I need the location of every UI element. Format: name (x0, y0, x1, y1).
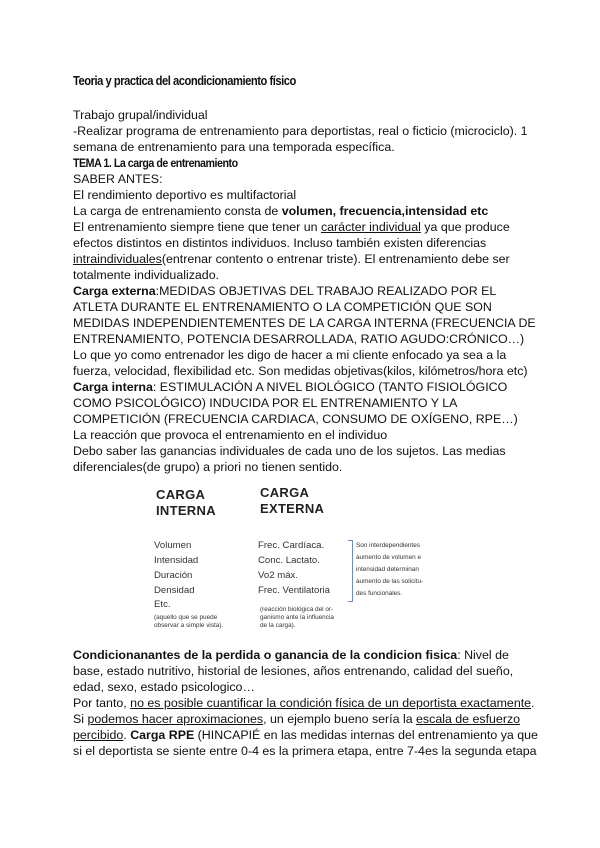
text-span: : ESTIMULACIÓN A NIVEL BIOLÓGICO (TANTO FISIOLÓGICO (152, 380, 508, 394)
figure-item: Etc. (154, 599, 171, 610)
figure-item: Conc. Lactato. (258, 555, 320, 566)
underlined-text: podemos hacer aproximaciones (87, 712, 264, 726)
text-line: semana de entrenamiento para una temporada específica. (73, 140, 395, 154)
text-line (73, 711, 520, 727)
figure-item: Duración (154, 570, 193, 581)
carga-comparison-figure (148, 484, 448, 644)
text-line (73, 251, 510, 267)
side-note-line: aumento de volumen e (356, 554, 422, 561)
underlined-text: no es posible cuantificar la condición física de un deportista exactamente (130, 696, 532, 710)
side-note-line: des funcionales. (356, 590, 403, 597)
text-span: ya que produce (420, 220, 510, 234)
text-line (73, 647, 509, 663)
bold-text: Carga interna (73, 380, 153, 394)
text-line: ATLETA DURANTE EL ENTRENAMIENTO O LA COMPETICIÓN QUE SON (73, 300, 492, 314)
figure-note: de la carga). (260, 622, 296, 629)
text-line: si el deportista se siente entre 0-4 es la primera etapa, entre 7-4es la segunda etapa (73, 744, 537, 758)
text-span: El entrenamiento siempre tiene que tener un (73, 220, 321, 234)
document-title: Teoria y practica del acondicionamiento físico (73, 73, 296, 88)
underlined-text: carácter individual (320, 220, 421, 234)
text-line (73, 203, 488, 219)
figure-item: Intensidad (154, 555, 199, 566)
bold-text: Condicionanantes de la perdida o ganancia de la condicion fisica (73, 648, 458, 662)
text-line: MEDIDAS INDEPENDIENTEMENTES DE LA CARGA INTERNA (FRECUENCIA DE (73, 316, 536, 330)
text-span: (HINCAPIÉ en las medidas internas del entrenamiento ya que (194, 728, 538, 742)
underlined-text: escala de esfuerzo (416, 712, 521, 726)
text-span: Si (73, 712, 88, 726)
underlined-text: percibido (73, 728, 124, 742)
figure-item: Volumen (154, 540, 192, 551)
text-line: COMO PSICOLÓGICO) INDUCIDA POR EL ENTRENAMIENTO Y LA (73, 396, 458, 410)
text-span: (entrenar contento o entrenar triste). El entrenamiento debe ser (161, 252, 510, 266)
side-note-line: intensidad determinan (356, 566, 419, 573)
text-span: Por tanto, (73, 696, 131, 710)
text-line: La reacción que provoca el entrenamiento en el individuo (73, 428, 388, 442)
text-line: Debo saber las ganancias individuales de cada uno de los sujetos. Las medias (73, 444, 506, 458)
figure-heading: CARGA (260, 485, 310, 500)
bold-text: volumen, frecuencia,intensidad etc (281, 204, 489, 218)
text-line: Trabajo grupal/individual (73, 108, 208, 122)
section-heading: TEMA 1. La carga de entrenamiento (73, 156, 238, 170)
figure-item: Vo2 máx. (258, 570, 298, 581)
text-span: La carga de entrenamiento consta de (73, 204, 282, 218)
text-span: . (123, 728, 131, 742)
text-span: : Nivel de (457, 648, 509, 662)
figure-item: Densidad (154, 585, 195, 596)
text-line: totalmente individualizado. (73, 268, 220, 282)
text-line: base, estado nutritivo, historial de lesiones, años entrenando, calidad del sueño, (73, 664, 514, 678)
text-line (73, 379, 507, 395)
figure-item: Frec. Ventilatoria (258, 585, 330, 596)
side-note-line: aumento de las solicitu- (356, 578, 424, 585)
figure-heading: EXTERNA (260, 501, 325, 516)
text-line: efectos distintos en distintos individuos. Incluso también existen diferencias (73, 236, 487, 250)
text-line (73, 727, 538, 743)
text-line (73, 283, 496, 299)
underlined-text: intraindividuales (73, 252, 162, 266)
text-line: fuerza, velocidad, flexibilidad etc. Son medidas objetivas(kilos, kilómetros/hora etc) (73, 364, 528, 378)
bold-text: Carga externa (73, 284, 156, 298)
text-line: edad, sexo, estado psicologico… (73, 680, 255, 694)
text-span: , un ejemplo bueno sería la (263, 712, 417, 726)
text-line (73, 219, 510, 235)
bracket (348, 540, 353, 602)
figure-note: ganismo ante la influencia (260, 614, 334, 621)
figure-item: Frec. Cardíaca. (258, 540, 325, 551)
text-line: El rendimiento deportivo es multifactorial (73, 188, 297, 202)
text-line: diferenciales(de grupo) a priori no tienen sentido. (73, 460, 343, 474)
bold-text: Carga RPE (130, 728, 195, 742)
side-note-line: Son interdependientes (356, 542, 420, 549)
figure-heading: CARGA (156, 487, 206, 502)
figure-note: observar a simple vista). (154, 622, 224, 629)
text-line (73, 695, 535, 711)
text-span: :MEDIDAS OBJETIVAS DEL TRABAJO REALIZADO POR EL (155, 284, 497, 298)
text-line: COMPETICIÓN (FRECUENCIA CARDIACA, CONSUMO DE OXÍGENO, RPE…) (73, 412, 518, 426)
figure-note: (aquello que se puede (154, 614, 218, 621)
text-line: SABER ANTES: (73, 172, 163, 186)
figure-heading: INTERNA (156, 503, 216, 518)
figure-note: (reacción biológica del or- (260, 606, 334, 613)
text-span: . (531, 696, 535, 710)
text-line: ENTRENAMIENTO, POTENCIA DESARROLLADA, RATIO AGUDO:CRÓNICO…) (73, 332, 525, 346)
text-line: Lo que yo como entrenador les digo de hacer a mi cliente enfocado ya sea a la (73, 348, 507, 362)
text-line: -Realizar programa de entrenamiento para deportistas, real o ficticio (microciclo). 1 (73, 124, 528, 138)
